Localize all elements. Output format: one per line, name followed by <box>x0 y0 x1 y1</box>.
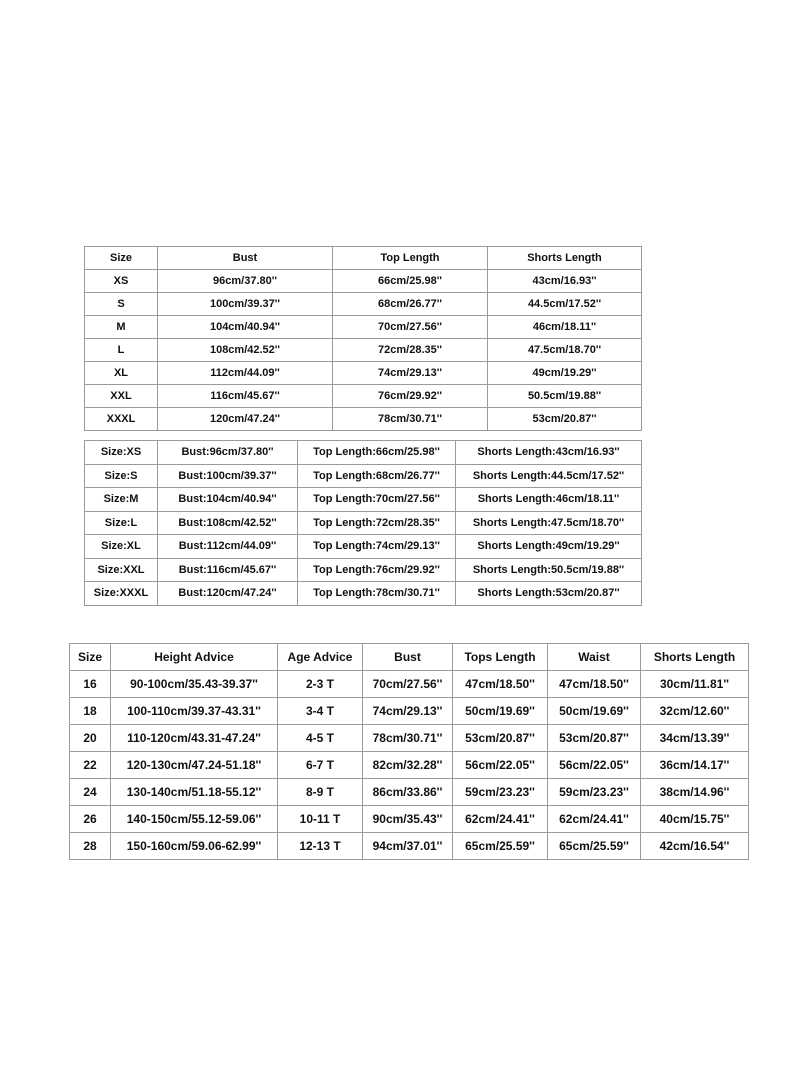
table-row <box>85 293 642 316</box>
table-row <box>85 385 642 408</box>
table-cell: 100cm/39.37'' <box>158 293 333 316</box>
table-row <box>70 725 749 752</box>
table-cell: Size:L <box>85 511 158 535</box>
table-row <box>70 806 749 833</box>
table-cell: 20 <box>70 725 111 752</box>
table-cell: Bust:96cm/37.80'' <box>158 441 298 465</box>
table-cell: Shorts Length:50.5cm/19.88'' <box>456 558 642 582</box>
table-cell: Top Length:74cm/29.13'' <box>298 535 456 559</box>
table-cell: Size:M <box>85 488 158 512</box>
table-cell: Shorts Length:46cm/18.11'' <box>456 488 642 512</box>
column-header: Top Length <box>333 247 488 270</box>
table-row <box>85 558 642 582</box>
table-cell: 42cm/16.54'' <box>641 833 749 860</box>
table-cell: Top Length:72cm/28.35'' <box>298 511 456 535</box>
table-cell: 43cm/16.93'' <box>488 270 642 293</box>
table-cell: 44.5cm/17.52'' <box>488 293 642 316</box>
table-cell: 34cm/13.39'' <box>641 725 749 752</box>
table-cell: 104cm/40.94'' <box>158 316 333 339</box>
table-row <box>70 752 749 779</box>
column-header: Bust <box>158 247 333 270</box>
table-cell: Shorts Length:47.5cm/18.70'' <box>456 511 642 535</box>
table-row <box>70 698 749 725</box>
adult-size-chart-table <box>84 246 642 431</box>
table-cell: 53cm/20.87'' <box>548 725 641 752</box>
column-header: Size <box>70 644 111 671</box>
table-cell: 18 <box>70 698 111 725</box>
table-cell: 38cm/14.96'' <box>641 779 749 806</box>
table-cell: S <box>85 293 158 316</box>
table-cell: Size:XL <box>85 535 158 559</box>
table-cell: Top Length:76cm/29.92'' <box>298 558 456 582</box>
table-cell: Top Length:68cm/26.77'' <box>298 464 456 488</box>
table-cell: 112cm/44.09'' <box>158 362 333 385</box>
table-cell: 120cm/47.24'' <box>158 408 333 431</box>
header-row <box>70 644 749 671</box>
table-cell: Bust:112cm/44.09'' <box>158 535 298 559</box>
table-cell: Bust:116cm/45.67'' <box>158 558 298 582</box>
table-cell: Bust:104cm/40.94'' <box>158 488 298 512</box>
table-cell: 3-4 T <box>278 698 363 725</box>
table-cell: 46cm/18.11'' <box>488 316 642 339</box>
column-header: Height Advice <box>111 644 278 671</box>
table-row <box>85 441 642 465</box>
table-cell: 47.5cm/18.70'' <box>488 339 642 362</box>
table-cell: 26 <box>70 806 111 833</box>
table-cell: 62cm/24.41'' <box>548 806 641 833</box>
table-cell: 47cm/18.50'' <box>548 671 641 698</box>
table-cell: 16 <box>70 671 111 698</box>
adult-size-chart-labeled-table <box>84 440 642 606</box>
table-cell: 66cm/25.98'' <box>333 270 488 293</box>
column-header: Waist <box>548 644 641 671</box>
table-cell: XS <box>85 270 158 293</box>
table-row <box>85 316 642 339</box>
table-cell: 140-150cm/55.12-59.06'' <box>111 806 278 833</box>
table-cell: 150-160cm/59.06-62.99'' <box>111 833 278 860</box>
table-cell: 78cm/30.71'' <box>333 408 488 431</box>
table-cell: XXXL <box>85 408 158 431</box>
table-cell: 110-120cm/43.31-47.24'' <box>111 725 278 752</box>
table-row <box>70 671 749 698</box>
table-cell: Size:S <box>85 464 158 488</box>
table-cell: Top Length:78cm/30.71'' <box>298 582 456 606</box>
table-cell: Top Length:70cm/27.56'' <box>298 488 456 512</box>
table-cell: 94cm/37.01'' <box>363 833 453 860</box>
column-header: Bust <box>363 644 453 671</box>
table-cell: 68cm/26.77'' <box>333 293 488 316</box>
table-row <box>85 408 642 431</box>
table-row <box>85 464 642 488</box>
table-cell: XXL <box>85 385 158 408</box>
table-cell: Size:XS <box>85 441 158 465</box>
kids-size-chart-table <box>69 643 749 860</box>
table-cell: Size:XXL <box>85 558 158 582</box>
table-cell: 56cm/22.05'' <box>548 752 641 779</box>
table-row <box>70 779 749 806</box>
table-row <box>70 833 749 860</box>
table-cell: Shorts Length:43cm/16.93'' <box>456 441 642 465</box>
table-cell: 8-9 T <box>278 779 363 806</box>
table-cell: XL <box>85 362 158 385</box>
table-cell: 70cm/27.56'' <box>363 671 453 698</box>
table-cell: 70cm/27.56'' <box>333 316 488 339</box>
table-cell: 65cm/25.59'' <box>453 833 548 860</box>
header-row <box>85 247 642 270</box>
table-cell: 65cm/25.59'' <box>548 833 641 860</box>
table-cell: M <box>85 316 158 339</box>
table-cell: Top Length:66cm/25.98'' <box>298 441 456 465</box>
table-cell: 108cm/42.52'' <box>158 339 333 362</box>
table-cell: 72cm/28.35'' <box>333 339 488 362</box>
table-cell: Bust:100cm/39.37'' <box>158 464 298 488</box>
table-cell: 100-110cm/39.37-43.31'' <box>111 698 278 725</box>
table-cell: L <box>85 339 158 362</box>
table-cell: 53cm/20.87'' <box>453 725 548 752</box>
table-cell: 78cm/30.71'' <box>363 725 453 752</box>
table-cell: 6-7 T <box>278 752 363 779</box>
table-cell: 82cm/32.28'' <box>363 752 453 779</box>
table-row <box>85 339 642 362</box>
table-cell: 24 <box>70 779 111 806</box>
column-header: Size <box>85 247 158 270</box>
table-cell: Shorts Length:53cm/20.87'' <box>456 582 642 606</box>
table-cell: 22 <box>70 752 111 779</box>
table-cell: 90-100cm/35.43-39.37'' <box>111 671 278 698</box>
table-cell: 32cm/12.60'' <box>641 698 749 725</box>
table-cell: 120-130cm/47.24-51.18'' <box>111 752 278 779</box>
column-header: Shorts Length <box>488 247 642 270</box>
table-cell: 49cm/19.29'' <box>488 362 642 385</box>
table-cell: 36cm/14.17'' <box>641 752 749 779</box>
table-row <box>85 511 642 535</box>
table-cell: 74cm/29.13'' <box>363 698 453 725</box>
table-cell: 62cm/24.41'' <box>453 806 548 833</box>
table-cell: Size:XXXL <box>85 582 158 606</box>
table-cell: Bust:120cm/47.24'' <box>158 582 298 606</box>
column-header: Tops Length <box>453 644 548 671</box>
table-row <box>85 582 642 606</box>
table-cell: 47cm/18.50'' <box>453 671 548 698</box>
table-cell: 50cm/19.69'' <box>548 698 641 725</box>
column-header: Shorts Length <box>641 644 749 671</box>
table-cell: 40cm/15.75'' <box>641 806 749 833</box>
table-cell: 59cm/23.23'' <box>548 779 641 806</box>
table-cell: 116cm/45.67'' <box>158 385 333 408</box>
table-cell: 2-3 T <box>278 671 363 698</box>
table-cell: 50.5cm/19.88'' <box>488 385 642 408</box>
table-cell: 74cm/29.13'' <box>333 362 488 385</box>
column-header: Age Advice <box>278 644 363 671</box>
table-cell: 12-13 T <box>278 833 363 860</box>
table-cell: 50cm/19.69'' <box>453 698 548 725</box>
table-row <box>85 535 642 559</box>
table-cell: 130-140cm/51.18-55.12'' <box>111 779 278 806</box>
table-cell: 90cm/35.43'' <box>363 806 453 833</box>
table-cell: 56cm/22.05'' <box>453 752 548 779</box>
table-cell: 10-11 T <box>278 806 363 833</box>
table-cell: 86cm/33.86'' <box>363 779 453 806</box>
table-row <box>85 362 642 385</box>
table-cell: 76cm/29.92'' <box>333 385 488 408</box>
table-cell: Bust:108cm/42.52'' <box>158 511 298 535</box>
table-cell: 28 <box>70 833 111 860</box>
table-cell: 59cm/23.23'' <box>453 779 548 806</box>
table-cell: Shorts Length:44.5cm/17.52'' <box>456 464 642 488</box>
table-row <box>85 488 642 512</box>
table-cell: 4-5 T <box>278 725 363 752</box>
table-cell: 53cm/20.87'' <box>488 408 642 431</box>
table-cell: Shorts Length:49cm/19.29'' <box>456 535 642 559</box>
table-cell: 96cm/37.80'' <box>158 270 333 293</box>
table-cell: 30cm/11.81'' <box>641 671 749 698</box>
table-row <box>85 270 642 293</box>
